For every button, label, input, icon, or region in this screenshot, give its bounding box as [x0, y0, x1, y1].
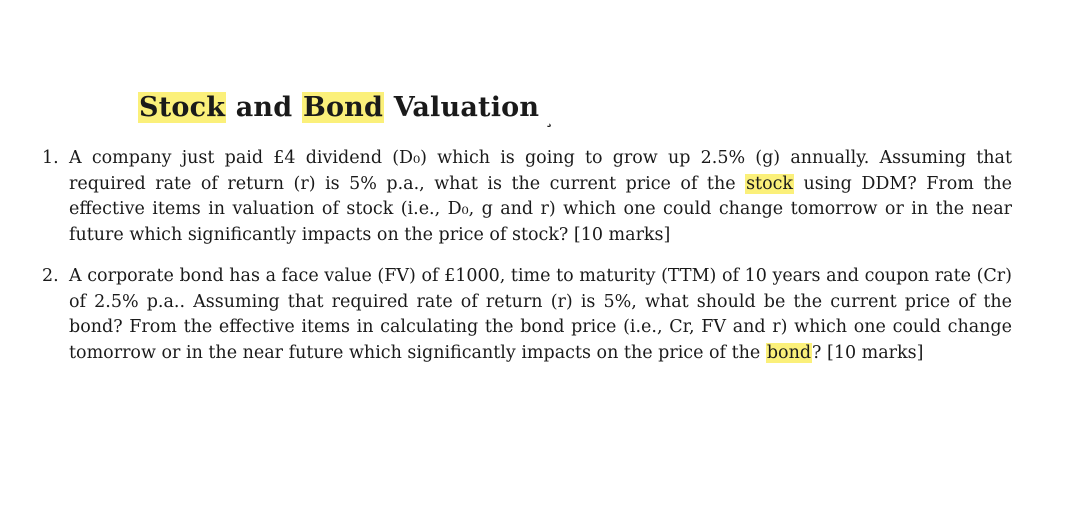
title-and: and — [226, 92, 302, 123]
highlight-stock: stock — [746, 173, 794, 194]
title-highlight-bond: Bond — [302, 92, 384, 123]
question-text-part: ? [10 marks] — [812, 342, 924, 363]
question-number: 2. — [42, 266, 59, 286]
title-highlight-stock: Stock — [139, 92, 226, 123]
question-text — [69, 264, 1012, 366]
question-number: 1. — [42, 148, 59, 168]
title-rest: Valuation — [384, 92, 540, 123]
question-text-part: A company just paid £4 dividend (D₀) which is going to grow up 2.5% (g) annually. Assuming that required rate of return (r) is 5% p.a., what is the current price of the — [69, 148, 1012, 194]
page-title — [138, 92, 553, 128]
question-text-part: A corporate bond has a face value (FV) of £1000, time to maturity (TTM) of 10 years and coupon rate (Cr) of 2.5% p.a.. Assuming that required rate of return (r) is 5%, what should be the current price of the bond? From the effective items in calculating the bond price (i.e., Cr, FV and r) which one could change tomorrow or in the near future which significantly impacts on the price of the — [69, 266, 1012, 363]
highlight-bond: bond — [766, 342, 812, 363]
question-2 — [42, 264, 1012, 366]
question-1 — [42, 146, 1012, 248]
question-text — [69, 146, 1012, 248]
question-text-part: using DDM? From the effective items in valuation of stock (i.e., D₀, g and r) which one could change tomorrow or in the near future which significantly impacts on the price of stock? [10 marks] — [69, 173, 1013, 245]
title-stray-mark: ¸ — [545, 109, 554, 128]
